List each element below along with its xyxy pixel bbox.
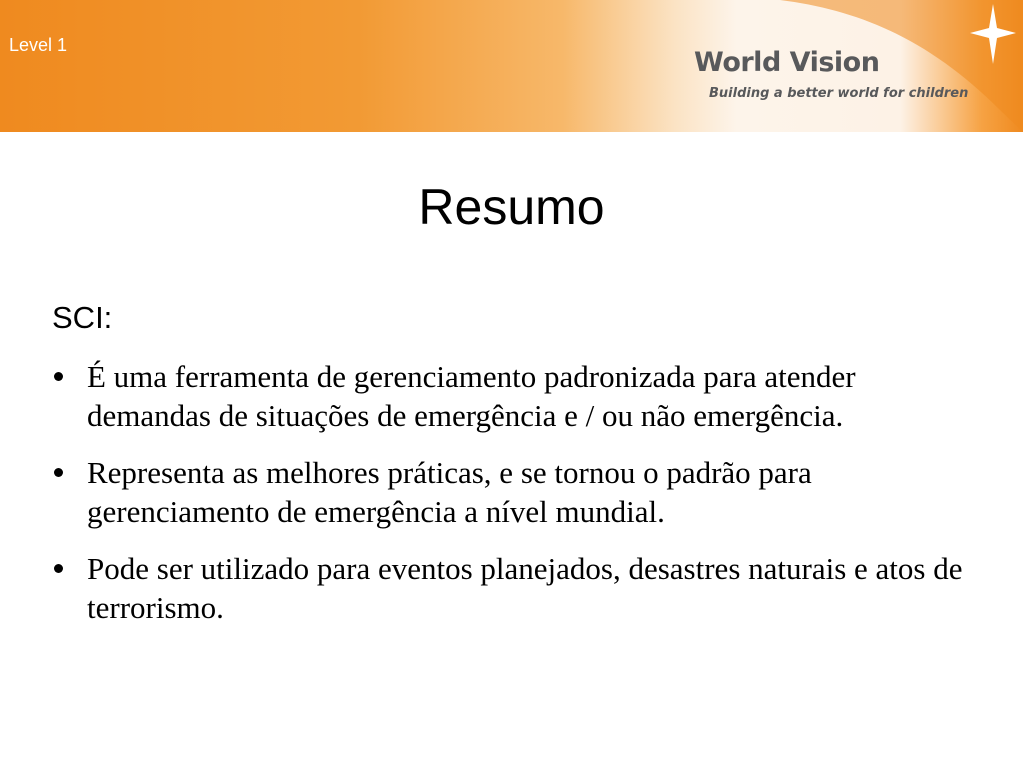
section-label: SCI: bbox=[52, 300, 113, 335]
bullet-icon bbox=[54, 372, 63, 381]
bullet-text: Pode ser utilizado para eventos planejados, desastres naturais e atos de terrorismo. bbox=[87, 551, 963, 625]
header-band bbox=[0, 0, 1023, 132]
bullet-icon bbox=[54, 564, 63, 573]
bullet-item bbox=[50, 357, 970, 435]
level-label: Level 1 bbox=[9, 35, 68, 55]
logo-title: World Vision bbox=[694, 47, 880, 78]
bullet-item bbox=[50, 549, 970, 627]
bullet-item bbox=[50, 453, 970, 531]
bullet-icon bbox=[54, 468, 63, 477]
bullet-text: Representa as melhores práticas, e se tornou o padrão para gerenciamento de emergência a nível mundial. bbox=[87, 455, 812, 529]
slide-title: Resumo bbox=[418, 179, 605, 235]
bullet-text: É uma ferramenta de gerenciamento padronizada para atender demandas de situações de emergência e / ou não emergência. bbox=[87, 359, 856, 433]
logo-tagline: Building a better world for children bbox=[709, 86, 969, 101]
star-icon bbox=[970, 4, 1016, 64]
bullet-list bbox=[50, 357, 970, 645]
